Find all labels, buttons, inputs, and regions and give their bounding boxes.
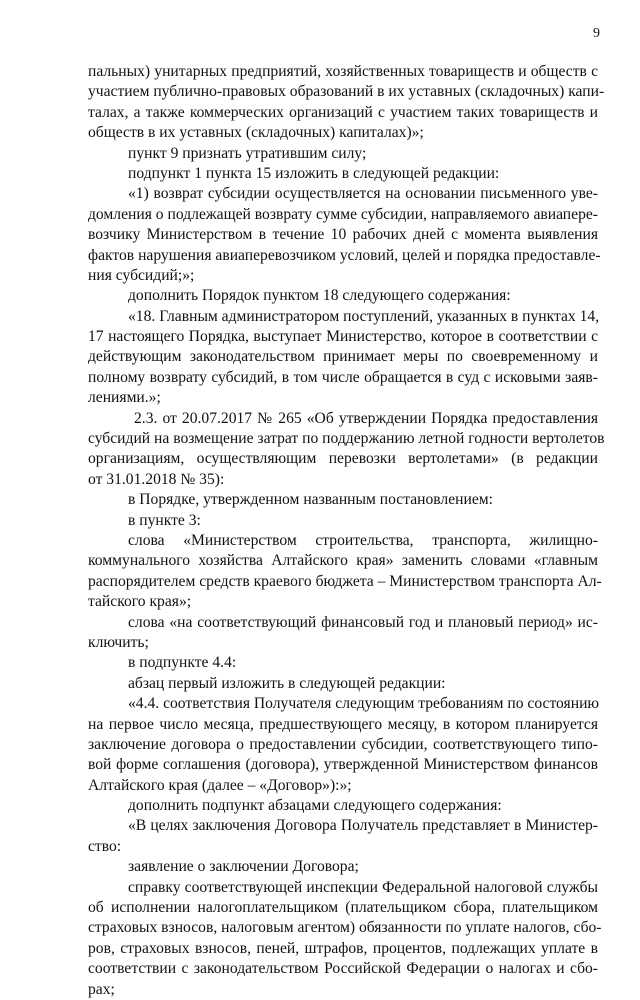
text-line: субсидий на возмещение затрат по поддержанию летной годности вертолетов <box>88 430 605 448</box>
text-line: домления о подлежащей возврату сумме субсидии, направляемого авиапере- <box>88 205 598 223</box>
text-line: 17 настоящего Порядка, выступает Министерство, которое в соответствии с <box>88 328 598 346</box>
text-line: справку соответствующей инспекции Федеральной налоговой службы <box>128 878 598 896</box>
text-line: «4.4. соответствия Получателя следующим требованиям по состоянию <box>128 695 600 713</box>
text-line: Алтайского края (далее – «Договор»):»; <box>88 776 352 794</box>
text-line: ство: <box>88 837 122 855</box>
text-line: слова «на соответствующий финансовый год и плановый период» ис- <box>128 613 598 631</box>
page-number: 9 <box>593 26 600 41</box>
text-line: на первое число месяца, предшествующего месяцу, в котором планируется <box>88 715 598 733</box>
text-line: полному возврату субсидий, в том числе обращается в суд с исковыми заяв- <box>88 368 598 386</box>
text-line: лениями.»; <box>88 389 161 407</box>
text-line: распорядителем средств краевого бюджета – Министерством транспорта Ал- <box>88 572 602 590</box>
text-line: рах; <box>88 980 115 998</box>
text-line: в Порядке, утвержденном названным постановлением: <box>128 491 493 509</box>
text-line: действующим законодательством принимает меры по своевременному и <box>88 348 598 366</box>
text-line: ния субсидий;»; <box>88 266 195 284</box>
text-line: 2.3. от 20.07.2017 № 265 «Об утверждении Порядка предоставления <box>134 409 598 427</box>
text-line: страховых взносов, налоговым агентом) обязанности по уплате налогов, сбо- <box>88 919 602 937</box>
text-line: в пункте 3: <box>128 511 201 529</box>
text-line: заключение договора о предоставлении субсидии, соответствующего типо- <box>88 735 598 753</box>
text-line: подпункт 1 пункта 15 изложить в следующей редакции: <box>128 164 500 182</box>
text-line: пальных) унитарных предприятий, хозяйственных товариществ и обществ с <box>88 63 598 80</box>
text-line: фактов нарушения авиаперевозчиком условий, целей и порядка предоставле- <box>88 246 601 264</box>
text-line: возчику Министерством в течение 10 рабочих дней с момента выявления <box>88 226 598 244</box>
text-line: заявление о заключении Договора; <box>128 858 359 876</box>
text-line: абзац первый изложить в следующей редакции: <box>128 674 446 692</box>
text-line: от 31.01.2018 № 35): <box>88 470 225 488</box>
text-line: участием публично-правовых образований в их уставных (складочных) капи- <box>88 83 605 101</box>
document-body <box>88 62 605 1000</box>
text-line: «1) возврат субсидии осуществляется на основании письменного уве- <box>128 185 598 203</box>
text-line: пункт 9 признать утратившим силу; <box>128 144 367 162</box>
text-line: организациям, осуществляющим перевозки вертолетами» (в редакции <box>88 450 598 468</box>
text-line: соответствии с законодательством Российской Федерации о налогах и сбо- <box>88 960 598 978</box>
text-line: «В целях заключения Договора Получатель представляет в Министер- <box>128 817 598 835</box>
text-line: в подпункте 4.4: <box>128 654 237 672</box>
text-line: дополнить подпункт абзацами следующего содержания: <box>128 797 502 815</box>
text-line: обществ в их уставных (складочных) капиталах)»; <box>88 124 424 142</box>
text-line: ключить; <box>88 633 149 651</box>
text-line: «18. Главным администратором поступлений, указанных в пунктах 14, <box>128 307 600 325</box>
text-line: коммунального хозяйства Алтайского края» заменить словами «главным <box>88 552 598 570</box>
text-line: слова «Министерством строительства, транспорта, жилищно- <box>128 531 598 549</box>
text-line: вой форме соглашения (договора), утвержденной Министерством финансов <box>88 756 598 774</box>
text-line: об исполнении налогоплательщиком (плательщиком сбора, плательщиком <box>88 899 598 917</box>
text-line: ров, страховых взносов, пеней, штрафов, процентов, подлежащих уплате в <box>88 939 598 957</box>
text-line: талах, а также коммерческих организаций с участием таких товариществ и <box>88 103 598 121</box>
text-line: дополнить Порядок пунктом 18 следующего содержания: <box>128 287 511 305</box>
text-line: тайского края»; <box>88 593 192 611</box>
